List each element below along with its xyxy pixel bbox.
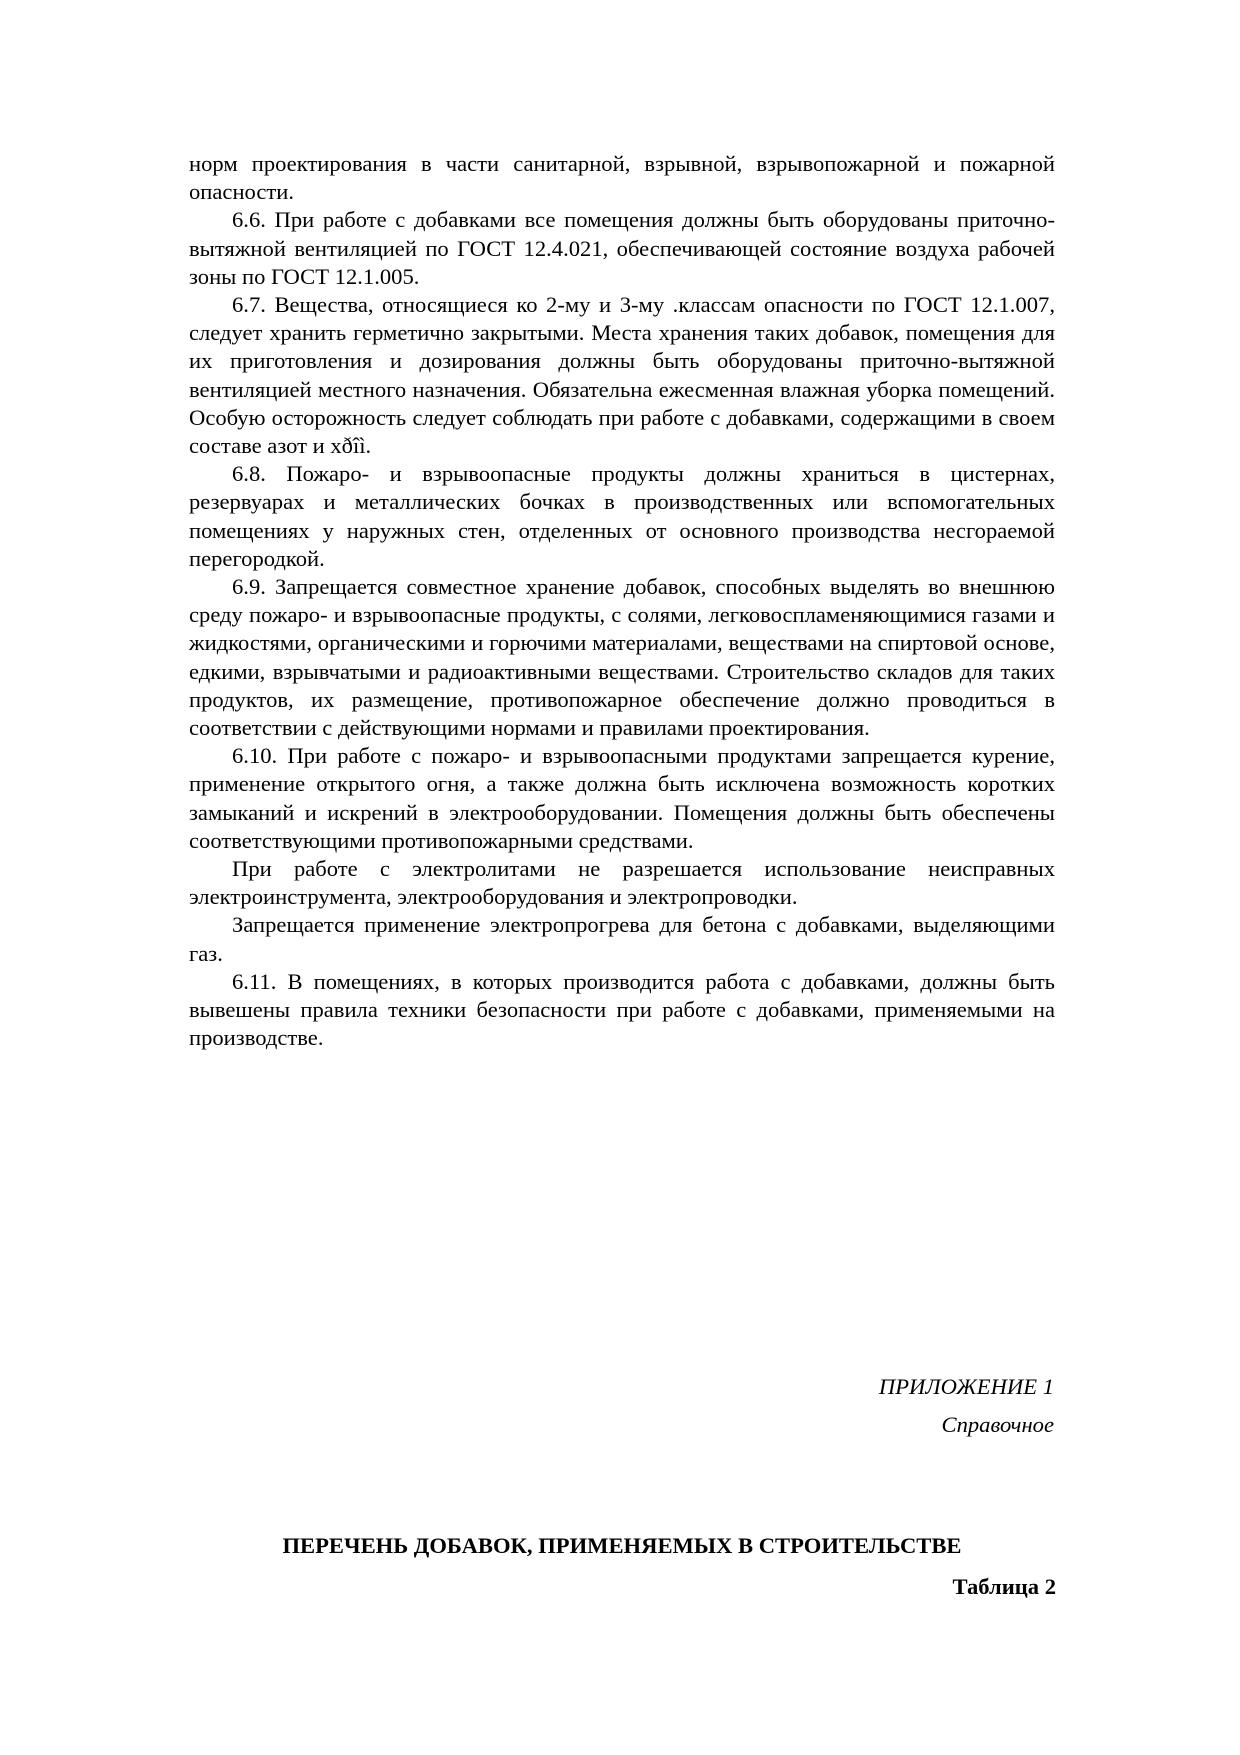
appendix-label: ПРИЛОЖЕНИЕ 1 [878,1374,1054,1399]
paragraph-electrolytes: При работе с электролитами не разрешается использование неисправных электроинструмента, электрооборудования и электропроводки. [189,856,1055,910]
paragraph-6-9: 6.9. Запрещается совместное хранение добавок, способных выделять во внешнюю среду пожаро- и взрывоопасные продукты, с солями, легковоспламеняющимися газами и жидкостями, органическими и горючими материалами, веществами на спиртовой основе, едкими, взрывчатыми и радиоактивными веществами. Строительство складов для таких продуктов, их размещение, противопожарное обеспечение должно проводиться в соответствии с действующими нормами и правилами проектирования. [189,574,1055,741]
paragraph-6-10: 6.10. При работе с пожаро- и взрывоопасными продуктами запрещается курение, применение открытого огня, а также должна быть исключена возможность коротких замыканий и искрений в электрооборудовании. Помещения должны быть обеспечены соответствующими противопожарными средствами. [189,743,1055,853]
table-caption: Таблица 2 [952,1574,1056,1599]
paragraph-continuation: норм проектирования в части санитарной, взрывной, взрывопожарной и пожарной опасности. [189,151,1055,205]
appendix-note: Справочное [941,1412,1054,1437]
paragraph-6-6: 6.6. При работе с добавками все помещения должны быть оборудованы приточно-вытяжной вентиляцией по ГОСТ 12.4.021, обеспечивающей состояние воздуха рабочей зоны по ГОСТ 12.1.005. [189,207,1055,289]
body-text [189,150,1055,1053]
list-title: ПЕРЕЧЕНЬ ДОБАВОК, ПРИМЕНЯЕМЫХ В СТРОИТЕЛЬСТВЕ [282,1533,962,1558]
paragraph-6-7: 6.7. Вещества, относящиеся ко 2-му и 3-му .классам опасности по ГОСТ 12.1.007, следует хранить герметично закрытыми. Места хранения таких добавок, помещения для их приготовления и дозирования должны быть оборудованы приточно-вытяжной вентиляцией местного назначения. Обязательна ежесменная влажная уборка помещений. Особую осторожность следует соблюдать при работе с добавками, содержащими в своем составе азот и хðîì. [189,292,1055,459]
paragraph-6-11: 6.11. В помещениях, в которых производится работа с добавками, должны быть вывешены правила техники безопасности при работе с добавками, применяемыми на производстве. [189,968,1055,1051]
paragraph-6-8: 6.8. Пожаро- и взрывоопасные продукты должны храниться в цистернах, резервуарах и металлических бочках в производственных или вспомогательных помещениях у наружных стен, отделенных от основного производства несгораемой перегородкой. [189,461,1055,571]
paragraph-electroheating: Запрещается применение электропрогрева для бетона с добавками, выделяющими газ. [189,912,1055,966]
